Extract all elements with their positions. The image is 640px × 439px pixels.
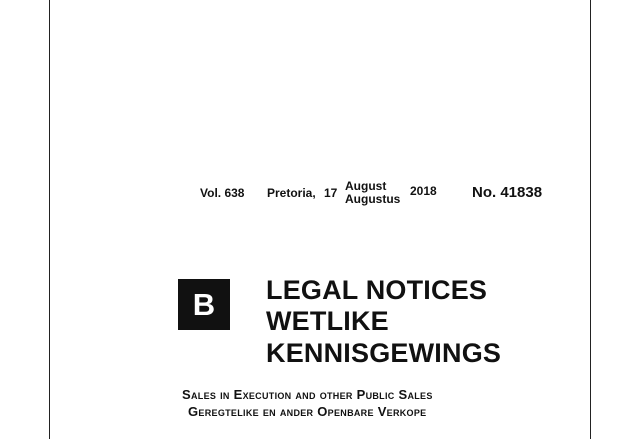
section-title-line-3: KENNISGEWINGS (266, 338, 502, 368)
subtitle-afrikaans: Geregtelike en ander Openbare Verkope (188, 404, 427, 419)
section-letter-badge: B (178, 279, 230, 330)
section-title-line-2: WETLIKE (266, 306, 389, 336)
section-title-line-1: LEGAL NOTICES (266, 275, 488, 305)
place-label: Pretoria, (267, 186, 316, 200)
year-label: 2018 (410, 184, 437, 198)
subtitle-english: Sales in Execution and other Public Sales (182, 387, 433, 402)
gazette-masthead (0, 179, 640, 209)
volume-label: Vol. 638 (200, 186, 245, 200)
day-label: 17 (324, 186, 338, 200)
month-english-label: August (345, 179, 387, 193)
month-afrikaans-label: Augustus (345, 192, 401, 206)
left-border-line (49, 0, 50, 439)
right-border-line (590, 0, 591, 439)
issue-number: No. 41838 (472, 184, 543, 201)
